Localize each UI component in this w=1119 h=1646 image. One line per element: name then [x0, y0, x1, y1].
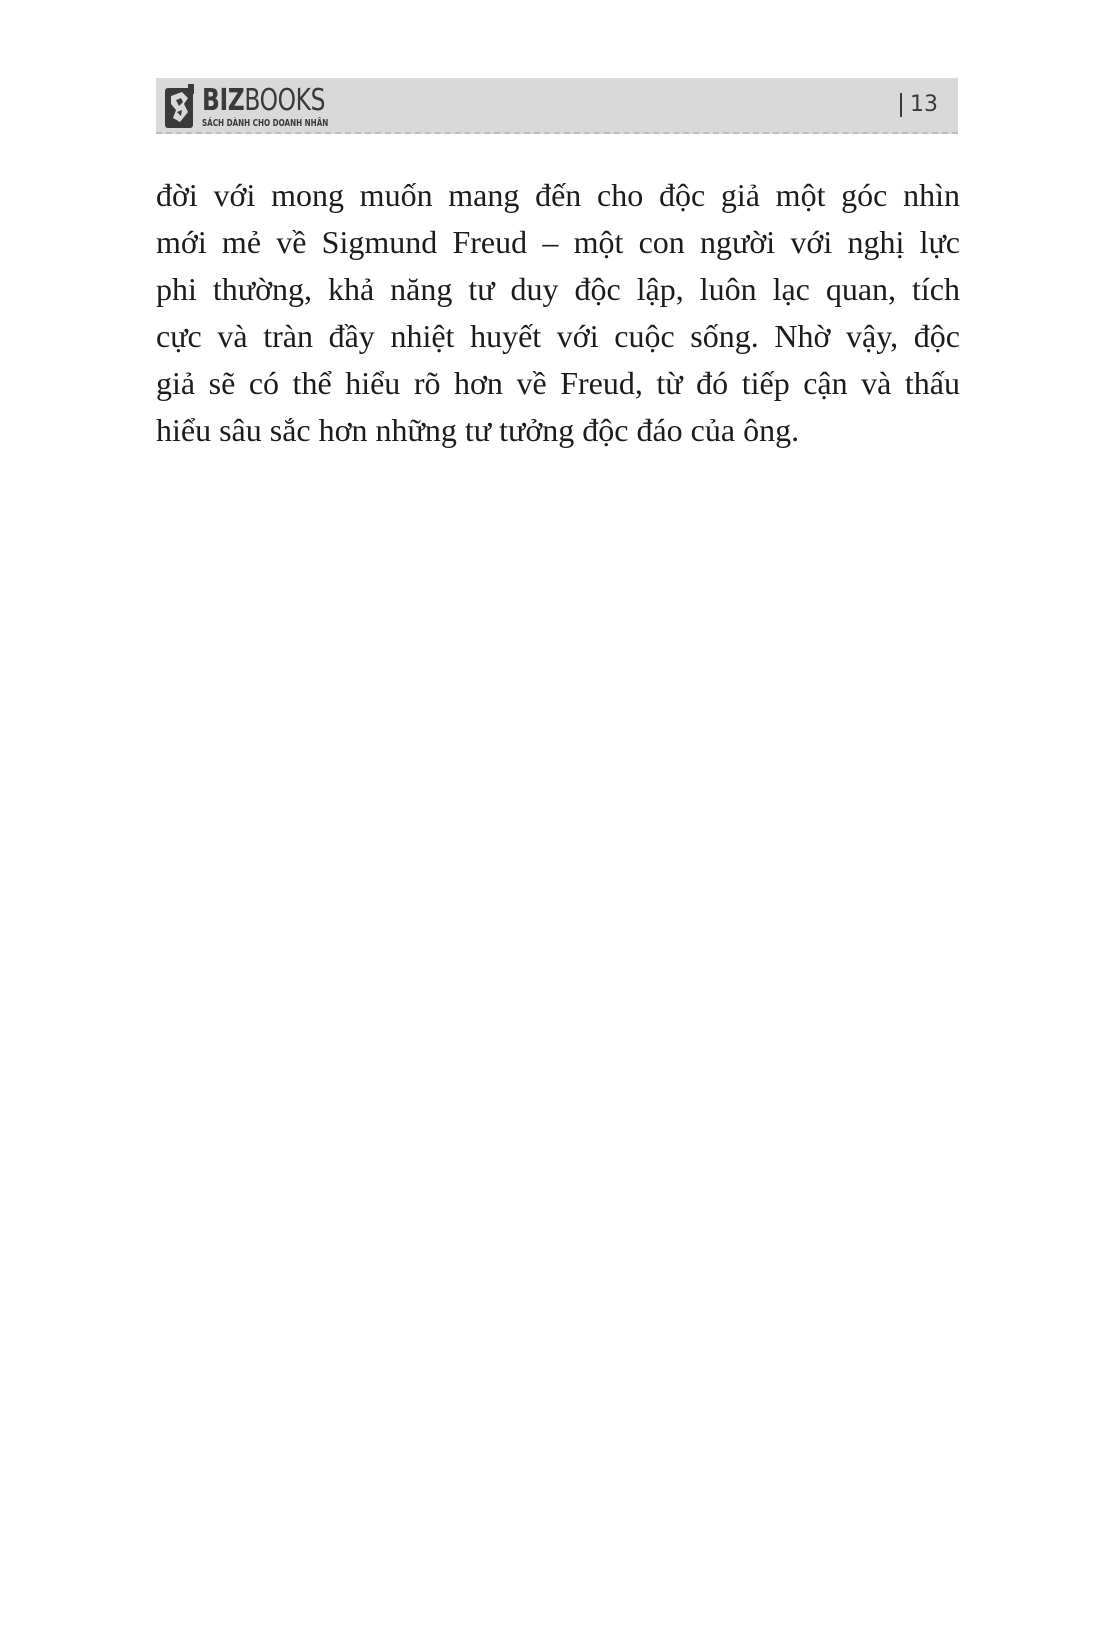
text-line: đời với mong muốn mang đến cho độc giả một góc nhìn	[156, 177, 960, 213]
logo-biz: BIZ	[202, 83, 245, 118]
text-line: giả sẽ có thể hiểu rõ hơn về Freud, từ đó tiếp cận và thấu	[156, 365, 960, 401]
bizbooks-emblem-icon	[164, 84, 196, 130]
logo-tagline: SÁCH DÀNH CHO DOANH NHÂN	[202, 118, 329, 129]
page-number-separator	[900, 93, 902, 117]
text-line: phi thường, khả năng tư duy độc lập, luôn lạc quan, tích	[156, 271, 960, 307]
text-line: cực và tràn đầy nhiệt huyết với cuộc sống. Nhờ vậy, độc	[156, 318, 960, 354]
text-line: mới mẻ về Sigmund Freud – một con người với nghị lực	[156, 224, 960, 260]
text-line: hiểu sâu sắc hơn những tư tưởng độc đáo của ông.	[156, 412, 800, 448]
page-number-area	[900, 92, 938, 117]
body-paragraph	[156, 172, 960, 454]
logo-books: BOOKS	[244, 83, 326, 118]
page-number: 13	[910, 92, 938, 117]
publisher-logo	[164, 84, 377, 130]
page-header	[156, 78, 958, 134]
logo-wordmark	[202, 83, 339, 118]
